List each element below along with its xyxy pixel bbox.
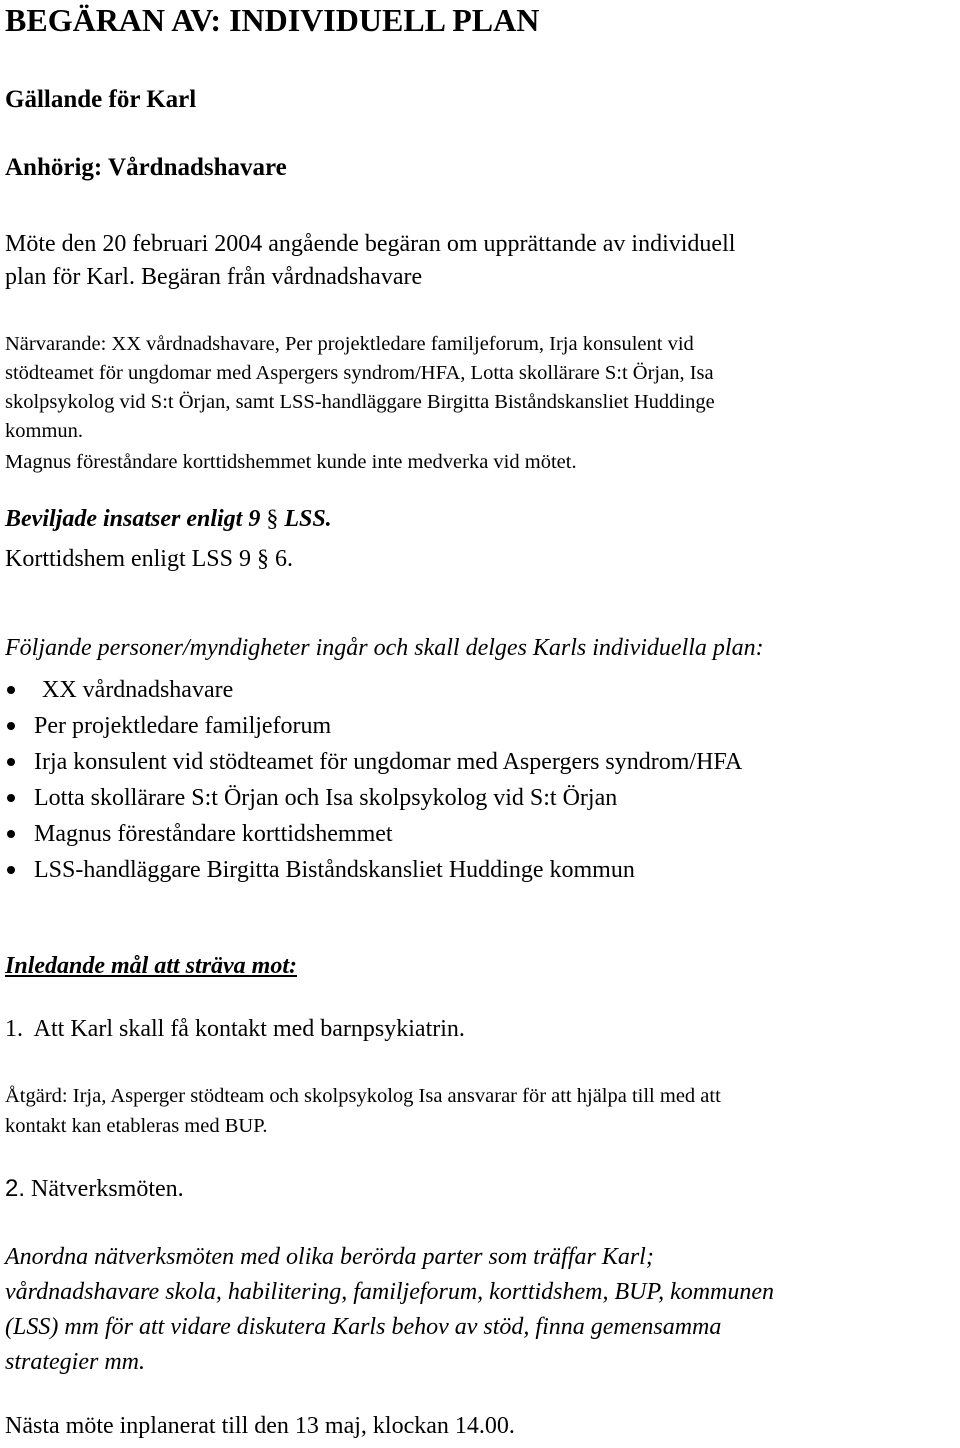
network-line-3: (LSS) mm för att vidare diskutera Karls behov av stöd, finna gemensamma (5, 1314, 722, 1340)
persons-list (5, 672, 955, 888)
meeting-line-1: Möte den 20 februari 2004 angående begäran om upprättande av individuell (5, 231, 736, 257)
list-item: LSS-handläggare Birgitta Biståndskansliet Huddinge kommun (5, 852, 955, 888)
goal-2 (5, 1172, 184, 1206)
section-sign: § (266, 506, 279, 532)
network-line-2: vårdnadshavare skola, habilitering, familjeforum, korttidshem, BUP, kommunen (5, 1279, 775, 1305)
list-item: Magnus föreståndare korttidshemmet (5, 816, 955, 852)
goals-heading: Inledande mål att sträva mot: (5, 953, 298, 979)
granted-item-text: Korttidshem enligt LSS 9 (5, 546, 251, 572)
relative-heading: Anhörig: Vårdnadshavare (5, 154, 287, 181)
absent-note: Magnus föreståndare korttidshemmet kunde inte medverka vid mötet. (5, 451, 577, 473)
action-line-2: kontakt kan etableras med BUP. (5, 1115, 268, 1137)
persons-heading: Följande personer/myndigheter ingår och skall delges Karls individuella plan: (5, 635, 764, 661)
bullet-icon (7, 722, 15, 730)
granted-heading-law: LSS. (284, 506, 332, 532)
present-line-1: Närvarande: XX vårdnadshavare, Per projektledare familjeforum, Irja konsulent vid (5, 333, 694, 355)
list-item: Lotta skollärare S:t Örjan och Isa skolpsykolog vid S:t Örjan (5, 780, 955, 816)
goal-2-text: Nätverksmöten. (31, 1176, 184, 1202)
document-title: BEGÄRAN AV: INDIVIDUELL PLAN (5, 2, 540, 38)
meeting-line-2: plan för Karl. Begäran från vårdnadshavare (5, 264, 423, 290)
granted-item (5, 543, 293, 576)
granted-heading (5, 503, 332, 536)
section-sign: § (257, 546, 269, 572)
next-meeting: Nästa möte inplanerat till den 13 maj, klockan 14.00. (5, 1413, 515, 1439)
bullet-icon (7, 830, 15, 838)
regarding-heading: Gällande för Karl (5, 86, 197, 113)
goal-1: 1. Att Karl skall få kontakt med barnpsykiatrin. (5, 1016, 465, 1042)
bullet-icon (7, 866, 15, 874)
granted-item-paragraph: 6. (275, 546, 293, 572)
present-line-4: kommun. (5, 420, 84, 442)
list-item: XX vårdnadshavare (5, 672, 955, 708)
network-line-1: Anordna nätverksmöten med olika berörda parter som träffar Karl; (5, 1244, 654, 1270)
network-line-4: strategier mm. (5, 1349, 145, 1375)
present-line-3: skolpsykolog vid S:t Örjan, samt LSS-handläggare Birgitta Biståndskansliet Huddinge (5, 391, 715, 413)
granted-heading-text: Beviljade insatser enligt 9 (5, 506, 261, 532)
bullet-icon (7, 794, 15, 802)
goal-2-number: 2. (5, 1175, 26, 1202)
bullet-icon (7, 758, 15, 766)
list-item: Per projektledare familjeforum (5, 708, 955, 744)
action-line-1: Åtgärd: Irja, Asperger stödteam och skolpsykolog Isa ansvarar för att hjälpa till med att (5, 1085, 721, 1107)
list-item: Irja konsulent vid stödteamet för ungdomar med Aspergers syndrom/HFA (5, 744, 955, 780)
bullet-icon (7, 686, 15, 694)
present-line-2: stödteamet för ungdomar med Aspergers syndrom/HFA, Lotta skollärare S:t Örjan, Isa (5, 362, 714, 384)
